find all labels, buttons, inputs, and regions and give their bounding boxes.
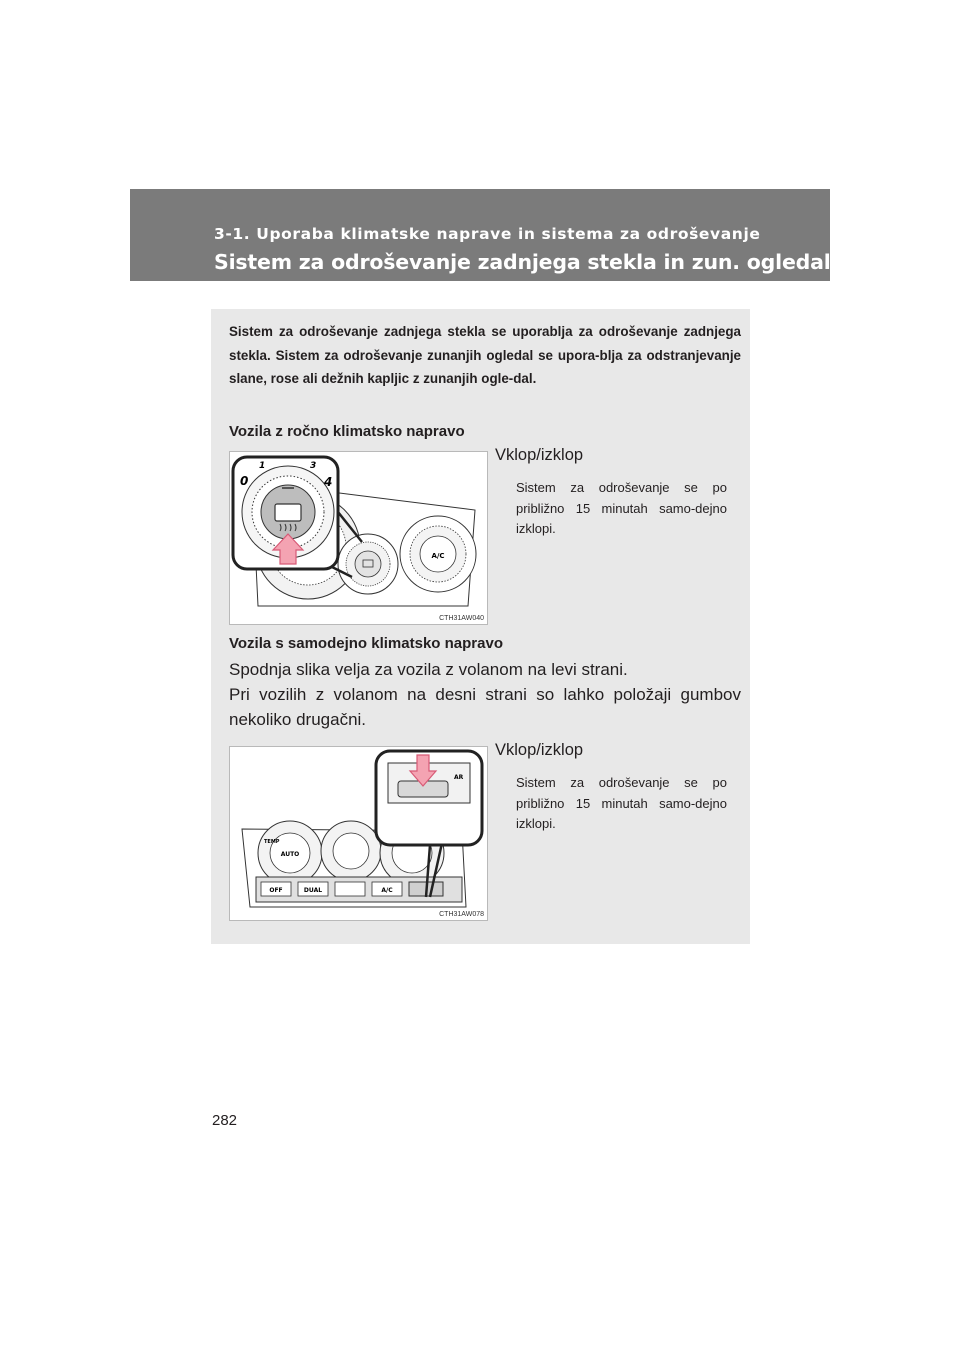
ac-button-label: A/C bbox=[381, 887, 393, 894]
manual-ac-illustration bbox=[230, 452, 487, 624]
dial-mark-4: 4 bbox=[324, 475, 333, 489]
auto-ac-illustration bbox=[230, 747, 487, 920]
intro-paragraph: Sistem za odroševanje zadnjega stekla se uporablja za odroševanje zadnjega stekla. Sistem za odroševanje zunanjih ogledal se upora-blja za odstranjevanje slane, rose ali dežnih kapljic z zunanjih ogle-dal. bbox=[229, 324, 741, 386]
figure-code: CTH31AW078 bbox=[439, 911, 484, 918]
header-band bbox=[130, 189, 830, 281]
auto-caption-text: Sistem za odroševanje se po približno 15 minutah samo-dejno izklopi. bbox=[516, 775, 727, 831]
page-title: Sistem za odroševanje zadnjega stekla in zun. ogledal bbox=[214, 250, 831, 274]
dial-mark-1: 1 bbox=[259, 461, 266, 471]
auto-ac-body-2: Pri vozilih z volanom na desni strani so lahko položaji gumbov nekoliko drugačni. bbox=[229, 685, 741, 729]
figure-code: CTH31AW040 bbox=[439, 615, 484, 622]
section-label: 3-1. Uporaba klimatske naprave in sistema za odroševanje bbox=[214, 225, 761, 243]
temp-label: TEMP bbox=[264, 839, 280, 845]
page-number: 282 bbox=[212, 1112, 238, 1129]
dual-button-label: DUAL bbox=[303, 887, 323, 894]
auto-ac-figure bbox=[229, 746, 488, 921]
dial-mark-0: 0 bbox=[240, 474, 249, 488]
zoom-label: AR bbox=[454, 774, 464, 781]
dial-mark-3: 3 bbox=[310, 461, 317, 471]
ac-label: A/C bbox=[431, 552, 445, 560]
manual-caption-title: Vklop/izklop bbox=[495, 446, 584, 464]
off-button-label: OFF bbox=[269, 887, 283, 894]
auto-caption-title: Vklop/izklop bbox=[495, 741, 584, 759]
content-box bbox=[211, 309, 750, 944]
auto-ac-heading: Vozila s samodejno klimatsko napravo bbox=[229, 635, 503, 652]
manual-caption-text: Sistem za odroševanje se po približno 15 minutah samo-dejno izklopi. bbox=[516, 480, 727, 536]
manual-ac-figure bbox=[229, 451, 488, 625]
auto-ac-body: Spodnja slika velja za vozila z volanom na levi strani. bbox=[229, 660, 628, 679]
auto-label: AUTO bbox=[280, 851, 300, 858]
manual-ac-heading: Vozila z ročno klimatsko napravo bbox=[229, 423, 465, 440]
